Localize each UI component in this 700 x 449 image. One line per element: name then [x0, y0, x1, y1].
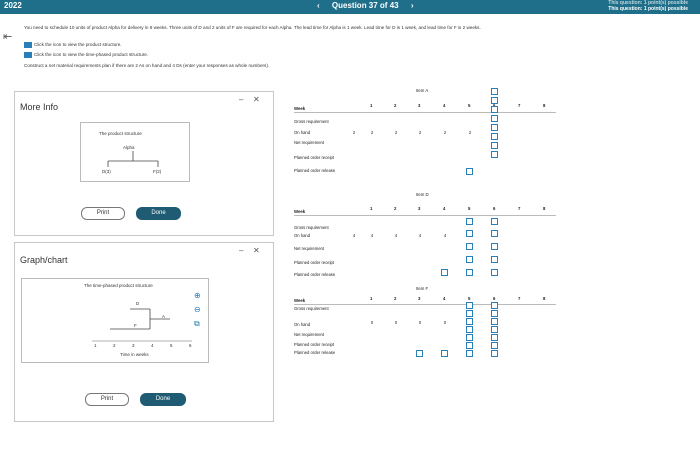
root-node: Alpha	[123, 145, 135, 150]
close-icon[interactable]: ✕	[253, 95, 260, 104]
product-structure-diagram	[80, 122, 190, 182]
answer-input[interactable]	[466, 243, 473, 250]
node-f: F	[134, 323, 137, 328]
answer-input[interactable]	[466, 218, 473, 225]
row-label: Planned order release	[294, 350, 336, 355]
week-number: 3	[418, 296, 421, 301]
week-number: 3	[418, 206, 421, 211]
week-number: 6	[493, 206, 496, 211]
row-label: Planned order receipt	[294, 260, 335, 265]
zoom-out-icon[interactable]: ⊖	[194, 305, 201, 314]
week-label: Week	[294, 298, 306, 303]
diagram-title: The time-phased product structure	[84, 283, 153, 288]
answer-input[interactable]	[491, 256, 498, 263]
next-question-button[interactable]: ›	[410, 1, 414, 10]
question-counter: Question 37 of 43	[331, 1, 399, 10]
answer-input[interactable]	[466, 168, 473, 175]
week-number: 4	[443, 103, 446, 108]
week-label: Week	[294, 209, 306, 214]
graph-chart-panel	[14, 242, 274, 422]
week-number: 8	[543, 296, 546, 301]
answer-input[interactable]	[491, 302, 498, 309]
diagram-title: The product structure	[99, 131, 142, 136]
expand-icon[interactable]: ⧉	[194, 319, 200, 328]
answer-input[interactable]	[491, 334, 498, 341]
print-button[interactable]: Print	[81, 207, 125, 220]
week-number: 7	[518, 206, 521, 211]
tree-lines	[81, 123, 191, 183]
answer-input[interactable]	[491, 106, 498, 113]
week-number: 2	[394, 103, 397, 108]
answer-input[interactable]	[416, 350, 423, 357]
node-a: A	[162, 314, 166, 319]
answer-input[interactable]	[466, 334, 473, 341]
item-title: Item D	[416, 192, 429, 197]
week-number: 7	[518, 103, 521, 108]
print-button[interactable]: Print	[85, 393, 129, 406]
answer-input[interactable]	[491, 243, 498, 250]
minimize-icon[interactable]: –	[239, 246, 244, 255]
item-title: Item A	[416, 88, 429, 93]
x-axis-label: Time in weeks	[120, 352, 149, 357]
time-phased-lines	[22, 279, 210, 364]
zoom-in-icon[interactable]: ⊕	[194, 291, 201, 300]
week-number: 1	[370, 296, 373, 301]
row-label: On hand	[294, 130, 311, 135]
score-info	[608, 0, 688, 12]
answer-input[interactable]	[466, 302, 473, 309]
on-hand-value: 4	[352, 233, 356, 238]
week-number: 4	[443, 296, 446, 301]
row-label: Planned order release	[294, 272, 336, 277]
week-number: 2	[394, 296, 397, 301]
answer-input[interactable]	[491, 133, 498, 140]
done-button[interactable]: Done	[140, 393, 186, 406]
answer-input[interactable]	[441, 350, 448, 357]
on-hand-value: 4	[443, 233, 447, 238]
time-phased-link[interactable]	[24, 52, 148, 58]
week-number: 2	[394, 206, 397, 211]
week-number: 7	[518, 296, 521, 301]
row-label: Gross requirement	[294, 119, 329, 124]
on-hand-value: 2	[394, 130, 398, 135]
row-label: Net requirement	[294, 246, 325, 251]
row-label: Gross requirement	[294, 306, 329, 311]
node-d: D	[136, 301, 140, 306]
prev-question-button[interactable]: ‹	[317, 1, 320, 10]
answer-input[interactable]	[466, 326, 473, 333]
divider	[294, 112, 556, 113]
question-prompt: You need to schedule 10 units of product Alpha for delivery in 6 weeks. Three units of D and 2 units of F are required for each Alpha. The lead time for Alpha is 1 week. Lead time for D is 1 week, and lead time for F is 2 weeks.	[24, 25, 481, 30]
answer-input[interactable]	[491, 115, 498, 122]
answer-input[interactable]	[491, 342, 498, 349]
answer-input[interactable]	[491, 97, 498, 104]
x-tick: 5	[170, 343, 173, 348]
row-label: Planned order release	[294, 168, 336, 173]
answer-input[interactable]	[441, 269, 448, 276]
on-hand-value: 0	[394, 320, 398, 325]
answer-input[interactable]	[491, 124, 498, 131]
on-hand-value: 2	[443, 130, 447, 135]
week-number: 1	[370, 206, 373, 211]
week-number: 4	[443, 206, 446, 211]
answer-input[interactable]	[491, 350, 498, 357]
on-hand-value: 2	[418, 130, 422, 135]
back-arrow-icon[interactable]: ⇤	[3, 31, 13, 43]
panel-title: Graph/chart	[20, 255, 68, 265]
answer-input[interactable]	[491, 151, 498, 158]
week-number: 8	[543, 206, 546, 211]
answer-input[interactable]	[466, 342, 473, 349]
answer-input[interactable]	[491, 318, 498, 325]
week-number: 1	[370, 103, 373, 108]
answer-input[interactable]	[466, 318, 473, 325]
row-label: Net requirement	[294, 332, 325, 337]
on-hand-value: 2	[370, 130, 374, 135]
x-tick: 3	[132, 343, 135, 348]
answer-input[interactable]	[466, 269, 473, 276]
on-hand-value: 0	[418, 320, 422, 325]
row-label: Net requirement	[294, 140, 325, 145]
week-number: 5	[468, 296, 471, 301]
top-bar	[0, 0, 700, 14]
time-phased-diagram	[21, 278, 209, 363]
answer-input[interactable]	[491, 269, 498, 276]
on-hand-value: 2	[468, 130, 472, 135]
week-number: 3	[418, 103, 421, 108]
child-f-node: F(2)	[153, 169, 162, 174]
answer-input[interactable]	[491, 218, 498, 225]
week-label: Week	[294, 106, 306, 111]
chart-icon[interactable]	[24, 52, 32, 58]
product-structure-link[interactable]	[24, 42, 122, 48]
answer-input[interactable]	[466, 310, 473, 317]
score-top: This question: 1 point(s) possible	[608, 0, 688, 6]
x-tick: 6	[189, 343, 192, 348]
link-text: Click the icon to view the time-phased product structure.	[34, 52, 149, 58]
answer-input[interactable]	[491, 230, 498, 237]
on-hand-value: 0	[443, 320, 447, 325]
score-label: This question: 1 point(s) possible	[608, 6, 688, 12]
instruction-text: Construct a net material requirements plan if there are 2 As on hand and 4 Ds (enter your responses as whole numbers).	[24, 63, 270, 68]
more-info-panel	[14, 91, 274, 236]
answer-input[interactable]	[466, 256, 473, 263]
x-tick: 1	[94, 343, 97, 348]
week-number: 6	[493, 296, 496, 301]
row-label: Planned order receipt	[294, 342, 335, 347]
week-number: 5	[468, 103, 471, 108]
close-icon[interactable]: ✕	[253, 246, 260, 255]
done-button[interactable]: Done	[136, 207, 181, 220]
answer-input[interactable]	[466, 350, 473, 357]
item-title: Item F	[416, 286, 429, 291]
divider	[294, 304, 556, 305]
row-label: Gross requirement	[294, 225, 329, 230]
on-hand-value: 0	[370, 320, 374, 325]
on-hand-value: 2	[352, 130, 356, 135]
week-number: 5	[468, 206, 471, 211]
child-d-node: D(3)	[102, 169, 111, 174]
question-nav	[312, 1, 419, 10]
answer-input[interactable]	[491, 326, 498, 333]
row-label: On hand	[294, 322, 311, 327]
x-tick: 2	[113, 343, 116, 348]
week-number: 8	[543, 103, 546, 108]
answer-input[interactable]	[466, 230, 473, 237]
minimize-icon[interactable]: –	[239, 95, 244, 104]
divider	[294, 215, 556, 216]
row-label: Planned order receipt	[294, 155, 335, 160]
on-hand-value: 4	[394, 233, 398, 238]
answer-input[interactable]	[491, 88, 498, 95]
x-tick: 4	[151, 343, 154, 348]
on-hand-value: 4	[370, 233, 374, 238]
on-hand-value: 4	[418, 233, 422, 238]
year-label: 2022	[4, 1, 22, 10]
link-text: Click the icon to view the product structure.	[34, 42, 122, 48]
panel-title: More Info	[20, 102, 59, 112]
row-label: On hand	[294, 233, 311, 238]
answer-input[interactable]	[491, 142, 498, 149]
chart-icon[interactable]	[24, 42, 32, 48]
answer-input[interactable]	[491, 310, 498, 317]
